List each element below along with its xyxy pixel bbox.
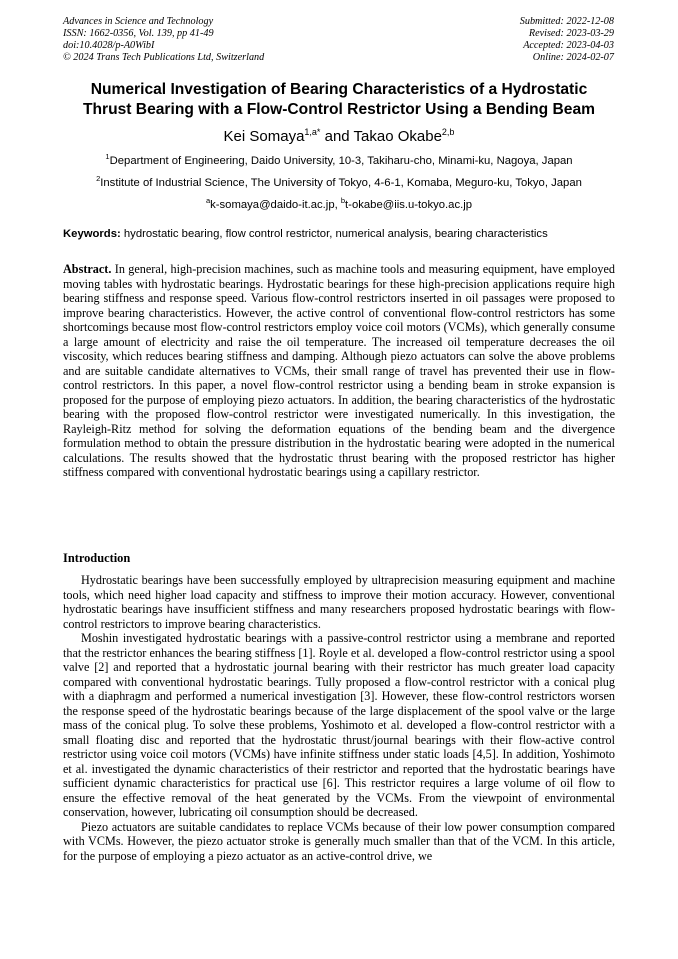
author-affil-mark: 1,a* xyxy=(304,127,321,137)
email-link[interactable]: t-okabe@iis.u-tokyo.ac.jp xyxy=(345,198,473,211)
author-name: Kei Somaya xyxy=(223,128,305,145)
author-name: Takao Okabe xyxy=(353,128,442,145)
paper-title xyxy=(40,80,638,120)
online-date: Online: 2024-02-07 xyxy=(532,52,614,63)
email-link[interactable]: k-somaya@daido-it.ac.jp, xyxy=(210,198,341,211)
author-emails: $^a$k-somaya@daido-it.ac.jp, $^b$t-okabe@iis.u-tokyo.ac.jp xyxy=(205,196,473,211)
keywords xyxy=(63,227,615,241)
paragraph: Hydrostatic bearings have been successfully employed by ultraprecision measuring equipment and machine tools, which need higher load capacity and stiffness to improve their motion accuracy. However, conventional hydrostatic bearings have insufficient stiffness and many researchers proposed hydrostatic bearings with flow-control restrictors to improve bearing characteristics. xyxy=(63,573,615,631)
abstract-label: Abstract. xyxy=(63,262,112,276)
submitted-date: Submitted: 2022-12-08 xyxy=(519,16,614,27)
journal-info xyxy=(63,16,264,64)
abstract-text: In general, high-precision machines, such as machine tools and measuring equipment, have employed moving tables with hydrostatic bearings. Hydrostatic bearings for these high-precision applications require high bearing stiffness and response speed. Various flow-control restrictors inserted in oil passages were proposed to improve bearing characteristics. However, the active control of conventional flow-control restrictors has some shortcomings because most flow-control restrictors employ voice coil motors (VCMs), which generally consume a large amount of electricity and raise the oil temperature. The increased oil temperature decreases the oil viscosity, which reduces bearing stiffness and damping. Although piezo actuators can solve the above problems and are suitable candidate alternatives to VCMs, their small range of travel has prevented their use in flow-control restrictors. In this paper, a novel flow-control restrictor using a bending beam in stroke expansion is proposed for the purpose of employing piezo actuators. In addition, the bearing characteristics of the hydrostatic bearing with the proposed flow-control restrictor were investigated numerically. In this investigation, the Rayleigh-Ritz method for solving the deformation equations of the bending beam and the divergence formulation method to obtain the pressure distribution in the hydrostatic bearing were adopted in the numerical calculations. The results showed that the hydrostatic thrust bearing with the proposed restrictor has higher stiffness compared with conventional hydrostatic bearings using a capillary restrictor. xyxy=(63,262,615,479)
author-conjunction: and xyxy=(320,128,354,145)
copyright-line: © 2024 Trans Tech Publications Ltd, Switzerland xyxy=(63,52,265,63)
introduction-body xyxy=(63,573,615,863)
affiliation-1: $^1$Department of Engineering, Daido University, 10-3, Takiharu-cho, Minami-ku, Nagoya, Japan xyxy=(105,152,573,167)
revised-date: Revised: 2023-03-29 xyxy=(528,28,614,39)
abstract xyxy=(63,262,615,480)
journal-name: Advances in Science and Technology xyxy=(63,16,214,27)
section-heading-introduction: Introduction xyxy=(63,551,131,565)
accepted-date: Accepted: 2023-04-03 xyxy=(523,40,614,51)
author-affil-mark: 2,b xyxy=(441,127,455,137)
paragraph: Moshin investigated hydrostatic bearings with a passive-control restrictor using a membrane and reported that the restrictor enhances the bearing stiffness [1]. Royle et al. developed a flow-control restrictor using a spool valve [2] and reported that a hydrostatic journal bearing with their restrictor has much greater load capacity compared with conventional hydrostatic bearings. Tully proposed a flow-control restrictor with a conical plug with a diaphragm and performed a numerical investigation [3]. However, these flow-control restrictors worsen the response speed of the hydrostatic bearings because of the large displacement of the spool valve or the large mass of the conical plug. To solve these problems, Yoshimoto et al. developed a flow-control restrictor with a small floating disc and reported that the hydrostatic thrust/journal bearings with their flow-active control restrictor using voice coil motors (VCMs) have infinite stiffness under static loads [4,5]. In addition, Yoshimoto et al. investigated the dynamic characteristics of their restrictor and reported that the hydrostatic bearings have sufficient dynamic characteristics for practical use [6]. This restrictor requires a large volume of oil flow to ensure the effective removal of the heat generated by the VCMs. From the viewpoint of environmental conservation, however, lubricating oil consumption should be decreased. xyxy=(63,631,615,819)
title-line-2: Thrust Bearing with a Flow-Control Restrictor Using a Bending Beam xyxy=(82,101,596,118)
affiliation-2: $^2$Institute of Industrial Science, The University of Tokyo, 4-6-1, Komaba, Meguro-ku, Tokyo, Japan xyxy=(96,174,582,189)
keywords-label: Keywords: xyxy=(63,228,121,240)
doi-line: doi:10.4028/p-A0WibI xyxy=(63,40,155,51)
author-list xyxy=(0,122,678,147)
keywords-text: hydrostatic bearing, flow control restrictor, numerical analysis, bearing characteristics xyxy=(120,228,548,240)
date-info xyxy=(520,16,614,64)
paragraph: Piezo actuators are suitable candidates to replace VCMs because of their low power consumption compared with VCMs. However, the piezo actuator stroke is generally much smaller than that of the VCM. In this article, for the purpose of employing a piezo actuator as an active-control drive, we xyxy=(63,819,615,863)
title-line-1: Numerical Investigation of Bearing Characteristics of a Hydrostatic xyxy=(90,81,588,98)
issn-line: ISSN: 1662-0356, Vol. 139, pp 41-49 xyxy=(63,28,214,39)
